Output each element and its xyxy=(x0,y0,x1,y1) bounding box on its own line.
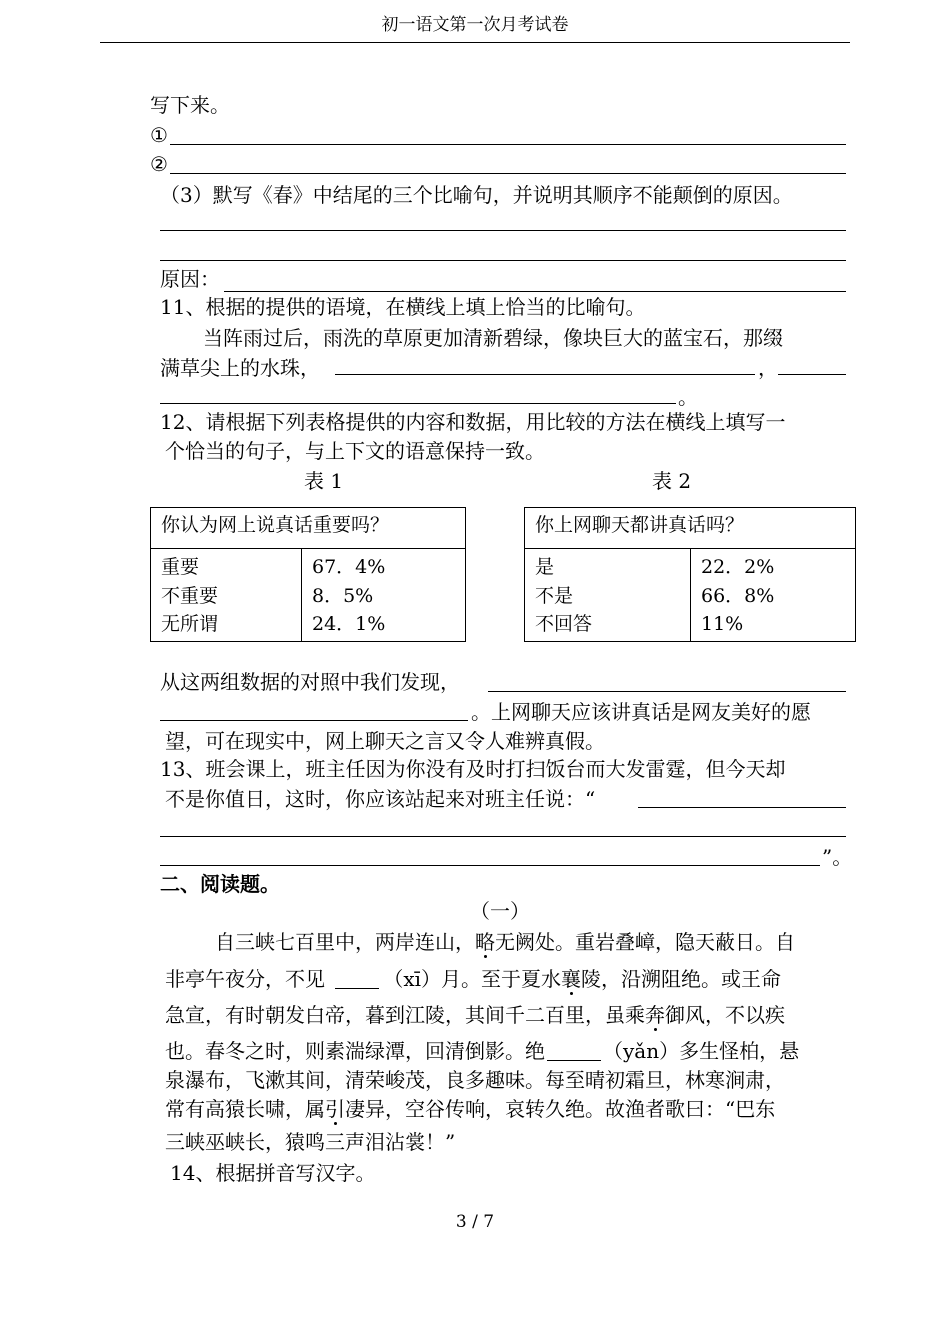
circled-two-mark: ② xyxy=(150,152,168,176)
passage-text: 凄异，空谷传响，哀转久绝。故渔者歌曰：“巴东 xyxy=(345,1097,776,1121)
table1-value: 8．5% xyxy=(312,584,374,607)
speech-answer-line-3[interactable] xyxy=(160,865,820,866)
table1-value: 67．4% xyxy=(312,556,386,578)
table1-value: 24．1% xyxy=(312,613,386,635)
table2-values-cell xyxy=(691,549,856,642)
comparison-answer-line-1[interactable] xyxy=(488,691,846,692)
table2-value: 66．8% xyxy=(701,584,775,607)
table1-label: 不重要 xyxy=(161,584,219,607)
passage-line-6 xyxy=(165,1095,775,1123)
table2-caption: 表 2 xyxy=(652,469,692,493)
passage-text: 非亭午夜分，不见 xyxy=(165,967,332,991)
reason-answer-line[interactable] xyxy=(224,291,846,292)
table1-label: 重要 xyxy=(161,556,200,578)
passage-line-4 xyxy=(165,1037,799,1065)
answer-line-2[interactable] xyxy=(170,173,846,174)
question-11-context-line1: 当阵雨过后，雨洗的草原更加清新碧绿，像块巨大的蓝宝石，那缀 xyxy=(203,326,783,350)
period-mark: 。 xyxy=(678,385,698,409)
table1-question: 你认为网上说真话重要吗？ xyxy=(151,508,466,549)
survey-table-1 xyxy=(150,507,466,642)
question-11-stem: 11、根据的提供的语境，在横线上填上恰当的比喻句。 xyxy=(160,295,646,319)
question-12-stem-line2: 个恰当的句子，与上下文的语意保持一致。 xyxy=(165,439,545,463)
question-12-stem-line1: 12、请根据下列表格提供的内容和数据，用比较的方法在横线上填写一 xyxy=(160,410,786,434)
passage-text: （yǎn）多生怪柏，悬 xyxy=(603,1039,800,1063)
write-down-text: 写下来。 xyxy=(150,93,230,117)
answer-line-4[interactable] xyxy=(160,260,846,261)
speech-answer-line-1[interactable] xyxy=(638,807,846,808)
passage-line-1 xyxy=(215,928,795,956)
survey-table-2 xyxy=(524,507,856,642)
circled-one-mark: ① xyxy=(150,123,168,147)
dotted-char-lue: 略 xyxy=(475,930,495,954)
table1-caption: 表 1 xyxy=(304,469,344,493)
simile-answer-line-2[interactable] xyxy=(778,374,846,375)
table1-labels-cell xyxy=(151,549,302,642)
dotted-char-ben: 奔 xyxy=(645,1003,665,1027)
passage-line-2 xyxy=(165,965,781,993)
blank-yan[interactable] xyxy=(547,1040,601,1061)
answer-line-1[interactable] xyxy=(170,144,846,145)
passage-1-subtitle: （一） xyxy=(470,899,530,923)
answer-line-3[interactable] xyxy=(160,230,846,231)
passage-text: 常有高猿长啸，属 xyxy=(165,1097,325,1121)
comparison-text-line3: 望，可在现实中，网上聊天之言又令人难辨真假。 xyxy=(165,729,605,753)
table2-labels-cell xyxy=(525,549,691,642)
header-rule xyxy=(100,42,850,43)
passage-text: 御风，不以疾 xyxy=(665,1003,785,1027)
passage-text: 陵，沿溯阻绝。或王命 xyxy=(581,967,782,991)
comparison-text-line2: 。上网聊天应该讲真话是网友美好的愿 xyxy=(471,700,811,724)
dotted-char-xiang: 襄 xyxy=(561,967,582,991)
passage-text: 急宣，有时朝发白帝，暮到江陵，其间千二百里，虽乘 xyxy=(165,1003,645,1027)
comparison-answer-line-2[interactable] xyxy=(160,720,468,721)
question-13-line2: 不是你值日，这时，你应该站起来对班主任说：“ xyxy=(165,787,596,811)
dotted-char-yin: 引 xyxy=(325,1097,345,1121)
speech-answer-line-2[interactable] xyxy=(160,836,846,837)
section-2-title: 二、阅读题。 xyxy=(160,872,280,896)
passage-line-7: 三峡巫峡长，猿鸣三声泪沾裳！” xyxy=(165,1130,456,1154)
simile-answer-line-1[interactable] xyxy=(335,374,755,375)
passage-text: 自三峡七百里中，两岸连山， xyxy=(215,930,475,954)
question-14-stem: 14、根据拼音写汉字。 xyxy=(170,1161,376,1185)
blank-xi[interactable] xyxy=(335,968,379,989)
question-13-line1: 13、班会课上，班主任因为你没有及时打扫饭台而大发雷霆，但今天却 xyxy=(160,757,786,781)
table2-value: 11% xyxy=(701,613,744,635)
table2-label: 是 xyxy=(535,556,555,578)
passage-line-3 xyxy=(165,1001,785,1029)
reason-label: 原因： xyxy=(160,267,220,291)
table2-question: 你上网聊天都讲真话吗？ xyxy=(525,508,856,549)
passage-text: （xī）月。至于夏水 xyxy=(383,967,562,991)
table1-label: 无所谓 xyxy=(161,613,219,635)
table2-label: 不回答 xyxy=(535,613,593,635)
table1-values-cell xyxy=(302,549,466,642)
comparison-text-line1: 从这两组数据的对照中我们发现， xyxy=(160,670,460,694)
page-number: 3 / 7 xyxy=(455,1212,495,1232)
question-10-3-text: （3）默写《春》中结尾的三个比喻句，并说明其顺序不能颠倒的原因。 xyxy=(160,183,793,207)
passage-text: 无阙处。重岩叠嶂，隐天蔽日。自 xyxy=(495,930,795,954)
simile-answer-line-3[interactable] xyxy=(160,403,676,404)
comma-mark: ， xyxy=(758,356,778,380)
page-header-title: 初一语文第一次月考试卷 xyxy=(381,15,569,35)
question-11-context-line2: 满草尖上的水珠， xyxy=(160,356,320,380)
passage-line-5: 泉瀑布，飞漱其间，清荣峻茂，良多趣味。每至晴初霜旦，林寒涧肃， xyxy=(165,1068,785,1092)
passage-text: 也。春冬之时，则素湍绿潭，回清倒影。绝 xyxy=(165,1039,545,1063)
table2-label: 不是 xyxy=(535,584,574,607)
table2-value: 22．2% xyxy=(701,556,775,578)
closing-quote-mark: ”。 xyxy=(822,845,853,869)
